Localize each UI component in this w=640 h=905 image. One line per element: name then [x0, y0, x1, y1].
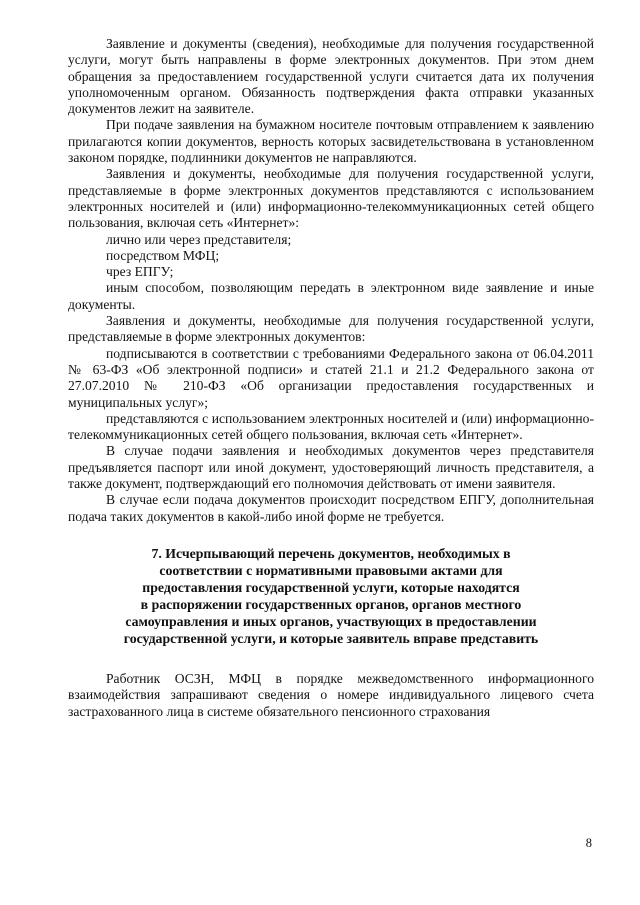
- paragraph-electronic-submission: Заявление и документы (сведения), необходимые для получения государственной услуги, могут быть направлены в форме электронных документов. При этом днем обращения за предоставлением государственной услуги считается дата их получения уполномоченным органом. Обязанность подтверждения факта отправки указанных документов лежит на заявителе.: [68, 36, 594, 117]
- section-heading-line: в распоряжении государственных органов, органов местного: [140, 596, 522, 612]
- section-heading: [68, 545, 594, 647]
- submission-methods-list: [68, 232, 594, 313]
- section-heading-line: государственной услуги, и которые заявитель вправе представить: [123, 630, 539, 646]
- paragraph-interagency-request: Работник ОСЗН, МФЦ в порядке межведомственного информационного взаимодействия запрашивают сведения о номере индивидуального лицевого счета застрахованного лица в системе обязательного пенсионного страхования: [68, 670, 594, 719]
- paragraph-postal-submission: При подаче заявления на бумажном носителе почтовым отправлением к заявлению прилагаются копии документов, верность которых засвидетельствована в установленном законом порядке, подлинники документов не направляются.: [68, 117, 594, 166]
- section-heading-line: соответствии с нормативными правовыми актами для: [159, 562, 503, 578]
- list-item: подписываются в соответствии с требованиями Федерального закона от 06.04.2011 № 63-ФЗ «Об электронной подписи» и статей 21.1 и 21.2 Федерального закона от 27.07.2010 № 210-ФЗ «Об организации предоставления государственных и муниципальных услуг»;: [68, 345, 594, 410]
- list-item: посредством МФЦ;: [106, 247, 220, 263]
- list-item: представляются с использованием электронных носителей и (или) информационно-телекоммуникационных сетей общего пользования, включая сеть «Интернет».: [68, 410, 594, 443]
- section-heading-line: предоставления государственной услуги, которые находятся: [142, 579, 520, 595]
- section-heading-line: самоуправления и иных органов, участвующих в предоставлении: [125, 613, 537, 629]
- section-heading-line: 7. Исчерпывающий перечень документов, необходимых в: [151, 545, 511, 561]
- electronic-requirements-list: [68, 346, 594, 444]
- list-item: чрез ЕПГУ;: [106, 264, 174, 280]
- paragraph-representative: В случае подачи заявления и необходимых документов через представителя предъявляется паспорт или иной документ, удостоверяющий личность представителя, а также документ, подтверждающий его полномочия действовать от имени заявителя.: [68, 443, 594, 492]
- list-item: иным способом, позволяющим передать в электронном виде заявление и иные документы.: [68, 280, 594, 312]
- page-number: 8: [585, 836, 592, 850]
- paragraph-epgu: В случае если подача документов происходит посредством ЕПГУ, дополнительная подача таких документов в какой-либо иной форме не требуется.: [68, 492, 594, 524]
- list-item: лично или через представителя;: [106, 231, 292, 247]
- paragraph-electronic-documents: Заявления и документы, необходимые для получения государственной услуги, представляемые в форме электронных документов представляются с использованием электронных носителей и (или) информационно-телекоммуникационных сетей общего пользования, включая сеть «Интернет»:: [68, 166, 594, 231]
- paragraph-electronic-requirements: Заявления и документы, необходимые для получения государственной услуги, представляемые в форме электронных документов:: [68, 313, 594, 345]
- document-body: [68, 36, 594, 720]
